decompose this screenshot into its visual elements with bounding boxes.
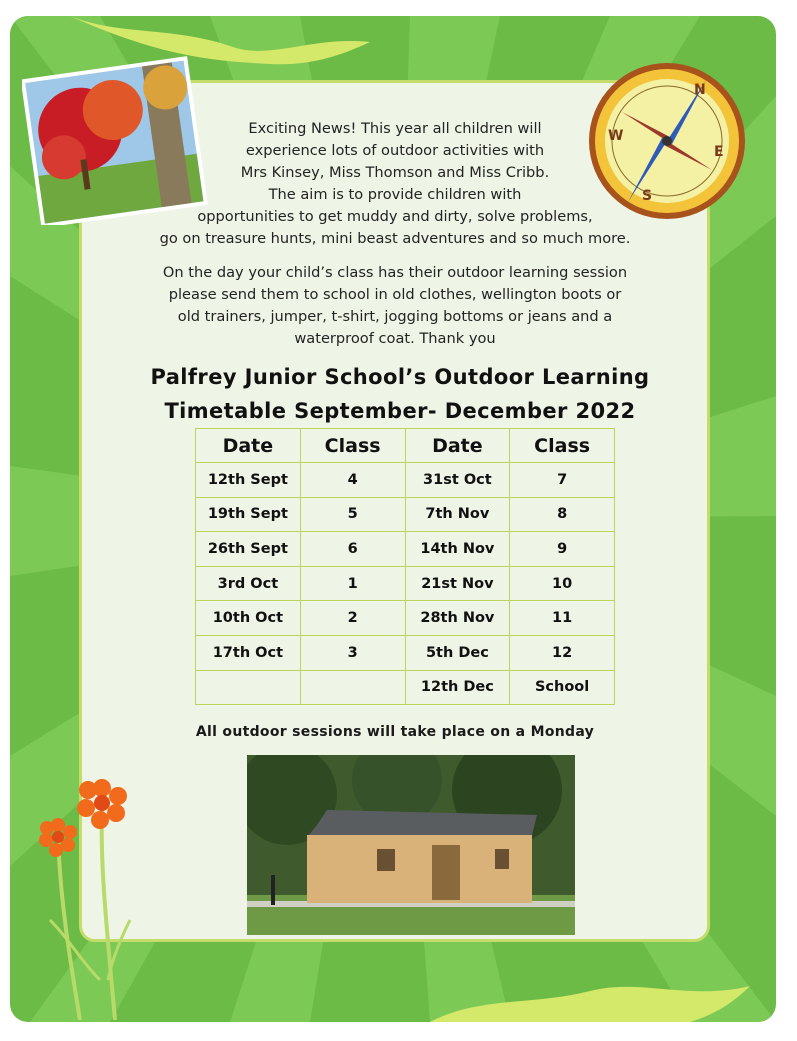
header-date-2: Date: [405, 429, 510, 463]
table-cell-date: 21st Nov: [405, 566, 510, 601]
table-cell-class: 4: [300, 463, 405, 498]
table-cell-date: 12th Sept: [196, 463, 301, 498]
table-cell-date: 26th Sept: [196, 532, 301, 567]
outdoor-classroom-photo: [247, 755, 575, 935]
table-row: [196, 566, 615, 601]
clothing-notice-paragraph: On the day your child’s class has their outdoor learning session please send them to school in old clothes, wellington boots or old trainers, jumper, t-shirt, jogging bottoms or jeans and a waterproof coat. Thank you: [162, 264, 628, 347]
table-cell-date: 19th Sept: [196, 497, 301, 532]
table-cell-class: [300, 670, 405, 705]
table-cell-class: 8: [510, 497, 615, 532]
table-header-row: [196, 429, 615, 463]
outdoor-learning-timetable: [195, 428, 615, 705]
table-row: [196, 532, 615, 567]
table-cell-class: 7: [510, 463, 615, 498]
table-cell-date: 10th Oct: [196, 601, 301, 636]
table-cell-class: 10: [510, 566, 615, 601]
timetable-title-line-1: Palfrey Junior School’s Outdoor Learning: [150, 365, 650, 389]
table-row: [196, 635, 615, 670]
compass-east-label: E: [714, 144, 724, 160]
table-cell-class: 3: [300, 635, 405, 670]
flower-decoration: [30, 770, 150, 1020]
table-cell-date: 5th Dec: [405, 635, 510, 670]
compass-south-label: S: [642, 188, 653, 204]
table-cell-class: 12: [510, 635, 615, 670]
header-date-1: Date: [196, 429, 301, 463]
table-cell-date: 31st Oct: [405, 463, 510, 498]
table-cell-date: [196, 670, 301, 705]
compass-north-label: N: [694, 82, 706, 98]
table-cell-class: 2: [300, 601, 405, 636]
table-cell-date: 17th Oct: [196, 635, 301, 670]
table-cell-date: 3rd Oct: [196, 566, 301, 601]
timetable-title: [100, 360, 700, 428]
header-class-2: Class: [510, 429, 615, 463]
table-cell-class: 5: [300, 497, 405, 532]
monday-footnote: All outdoor sessions will take place on a Monday: [195, 724, 595, 740]
table-row: [196, 497, 615, 532]
header-class-1: Class: [300, 429, 405, 463]
table-cell-class: 9: [510, 532, 615, 567]
table-cell-date: 12th Dec: [405, 670, 510, 705]
table-cell-date: 7th Nov: [405, 497, 510, 532]
table-cell-date: 28th Nov: [405, 601, 510, 636]
table-cell-class: 6: [300, 532, 405, 567]
timetable-title-line-2: Timetable September- December 2022: [164, 399, 636, 423]
table-cell-class: 11: [510, 601, 615, 636]
table-cell-date: 14th Nov: [405, 532, 510, 567]
intro-paragraph: Exciting News! This year all children will experience lots of outdoor activities with Mrs Kinsey, Miss Thomson and Miss Cribb. The aim is to provide children with opportunities to get muddy and dirty, solve problems, go on treasure hunts, mini beast adventures and so much more.: [159, 120, 631, 247]
table-row: [196, 463, 615, 498]
table-row: [196, 601, 615, 636]
table-cell-class: School: [510, 670, 615, 705]
table-row: [196, 670, 615, 705]
compass-west-label: W: [608, 128, 624, 144]
table-cell-class: 1: [300, 566, 405, 601]
